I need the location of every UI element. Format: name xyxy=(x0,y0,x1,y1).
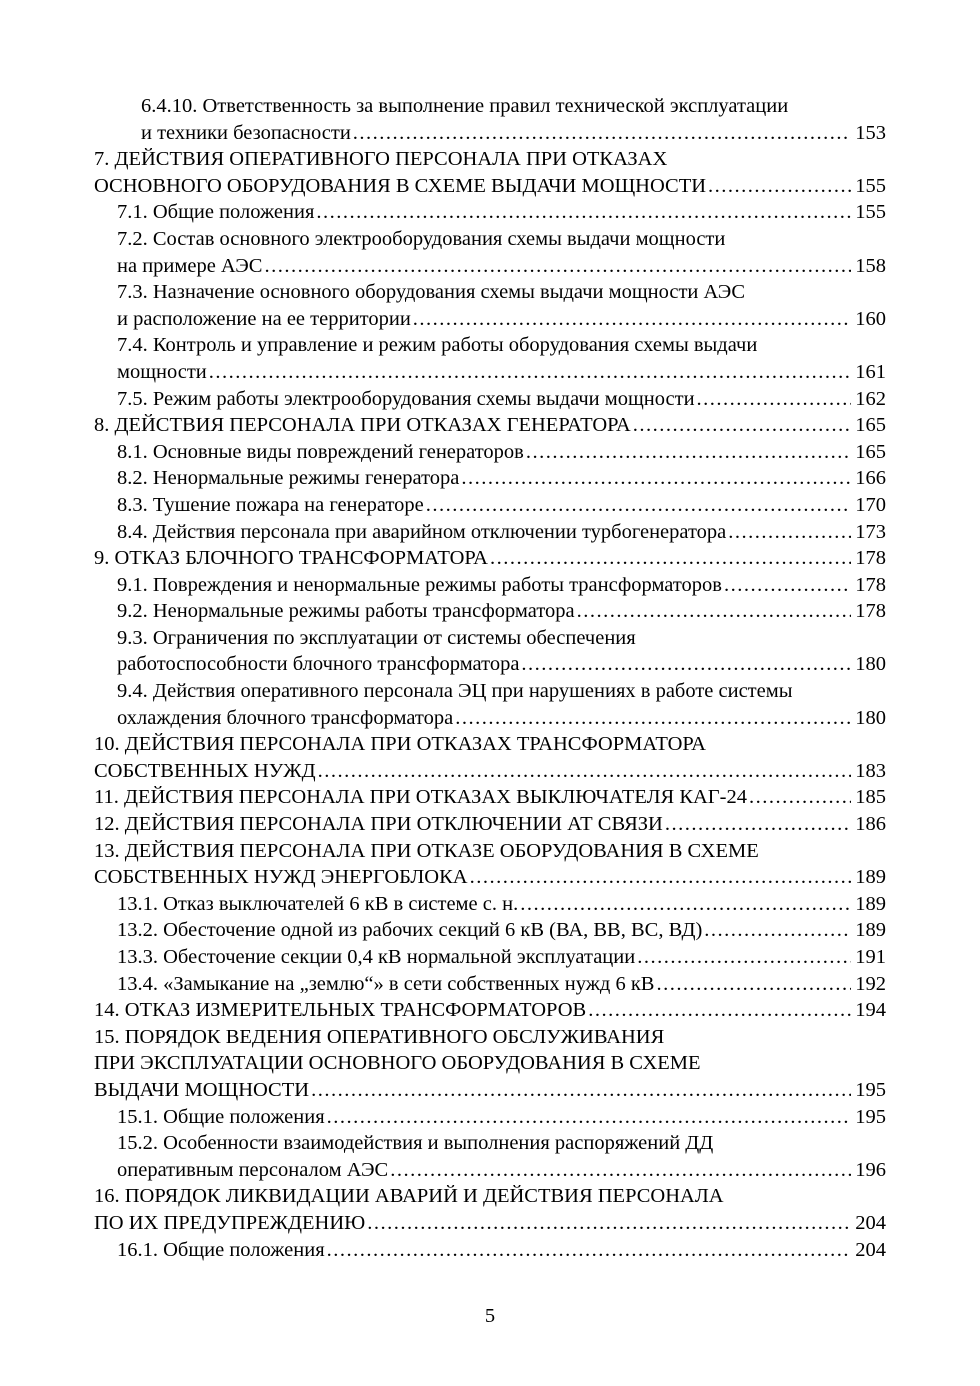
toc-entry-page: 180 xyxy=(855,706,886,729)
dot-leader xyxy=(577,598,852,625)
toc-entry-title-line: 8.3. Тушение пожара на генераторе xyxy=(117,493,424,516)
toc-entry[interactable] xyxy=(94,838,886,891)
dot-leader xyxy=(490,545,851,572)
toc-entry-page: 166 xyxy=(855,467,886,490)
dot-leader xyxy=(724,572,851,599)
toc-entry[interactable] xyxy=(117,625,886,678)
toc-entry[interactable] xyxy=(94,811,886,838)
toc-entry-title-line: ПРИ ЭКСПЛУАТАЦИИ ОСНОВНОГО ОБОРУДОВАНИЯ В СХЕМЕ xyxy=(94,1052,701,1075)
dot-leader xyxy=(588,997,851,1024)
toc-entry-last-line xyxy=(94,864,886,891)
toc-entry[interactable] xyxy=(94,784,886,811)
toc-entry[interactable] xyxy=(117,1104,886,1131)
toc-entry-title-line: 13.2. Обесточение одной из рабочих секций 6 кВ (ВА, ВВ, ВС, ВД) xyxy=(117,919,703,942)
toc-entry-last-line xyxy=(117,306,886,333)
dot-leader xyxy=(704,917,851,944)
toc-entry-title-line: 14. ОТКАЗ ИЗМЕРИТЕЛЬНЫХ ТРАНСФОРМАТОРОВ xyxy=(94,999,587,1022)
toc-entry-title-line: 7.4. Контроль и управление и режим работы оборудования схемы выдачи xyxy=(117,334,758,357)
toc-entry-page: 204 xyxy=(855,1238,886,1261)
toc-entry-last-line xyxy=(117,359,886,386)
toc-entry-page: 153 xyxy=(855,121,886,144)
toc-entry-last-line xyxy=(117,519,886,546)
toc-entry-page: 178 xyxy=(855,547,886,570)
dot-leader xyxy=(209,359,851,386)
dot-leader xyxy=(520,891,851,918)
toc-entry-last-line xyxy=(117,1157,886,1184)
toc-entry-title-line: охлаждения блочного трансформатора xyxy=(117,706,454,729)
toc-entry-title-line: оперативным персоналом АЭС xyxy=(117,1158,389,1181)
toc-entry-title-line: и расположение на ее территории xyxy=(117,307,411,330)
toc-entry-title-line: 13. ДЕЙСТВИЯ ПЕРСОНАЛА ПРИ ОТКАЗЕ ОБОРУДОВАНИЯ В СХЕМЕ xyxy=(94,839,759,862)
toc-entry-page: 155 xyxy=(855,201,886,224)
toc-entry[interactable] xyxy=(117,199,886,226)
toc-entry[interactable] xyxy=(117,386,886,413)
toc-entry-last-line xyxy=(117,917,886,944)
toc-entry[interactable] xyxy=(117,226,886,279)
toc-entry-title-line: 9.2. Ненормальные режимы работы трансформатора xyxy=(117,600,575,623)
toc-entry-last-line xyxy=(94,784,886,811)
toc-entry[interactable] xyxy=(117,492,886,519)
dot-leader xyxy=(749,784,851,811)
toc-entry-page: 185 xyxy=(855,786,886,809)
toc-entry-page: 195 xyxy=(855,1105,886,1128)
toc-entry-title-line: 8.1. Основные виды повреждений генераторов xyxy=(117,440,524,463)
toc-entry-page: 192 xyxy=(855,972,886,995)
toc-entry-page: 158 xyxy=(855,254,886,277)
toc-entry-title-line: СОБСТВЕННЫХ НУЖД xyxy=(94,759,316,782)
toc-entry-last-line xyxy=(117,1104,886,1131)
toc-entry-title-line: ПО ИХ ПРЕДУПРЕЖДЕНИЮ xyxy=(94,1211,366,1234)
toc-entry-last-line xyxy=(94,412,886,439)
dot-leader xyxy=(327,1104,852,1131)
dot-leader xyxy=(390,1157,851,1184)
toc-entry[interactable] xyxy=(117,519,886,546)
toc-entry[interactable] xyxy=(94,146,886,199)
dot-leader xyxy=(316,199,851,226)
toc-entry-page: 196 xyxy=(855,1158,886,1181)
toc-entry-title-line: 10. ДЕЙСТВИЯ ПЕРСОНАЛА ПРИ ОТКАЗАХ ТРАНСФОРМАТОРА xyxy=(94,733,706,756)
toc-entry-title-line: 13.1. Отказ выключателей 6 кВ в системе с. н. xyxy=(117,892,519,915)
toc-entry-title-line: мощности xyxy=(117,360,207,383)
toc-entry[interactable] xyxy=(117,332,886,385)
toc-entry-title-line: 11. ДЕЙСТВИЯ ПЕРСОНАЛА ПРИ ОТКАЗАХ ВЫКЛЮЧАТЕЛЯ КАГ-24 xyxy=(94,786,747,809)
toc-entry-title-line: 8. ДЕЙСТВИЯ ПЕРСОНАЛА ПРИ ОТКАЗАХ ГЕНЕРАТОРА xyxy=(94,414,631,437)
toc-entry-last-line xyxy=(117,386,886,413)
toc-entry-last-line xyxy=(117,572,886,599)
toc-entry-page: 183 xyxy=(855,759,886,782)
toc-entry-last-line xyxy=(117,944,886,971)
toc-entry-page: 161 xyxy=(855,360,886,383)
toc-entry-title-line: 13.3. Обесточение секции 0,4 кВ нормальной эксплуатации xyxy=(117,946,636,968)
toc-entry-page: 189 xyxy=(855,892,886,915)
toc-entry[interactable] xyxy=(94,731,886,784)
toc-entry[interactable] xyxy=(94,1183,886,1236)
toc-entry[interactable] xyxy=(94,997,886,1024)
dot-leader xyxy=(327,1237,852,1264)
toc-entry-last-line xyxy=(117,1237,886,1264)
toc-entry-title-line: 15. ПОРЯДОК ВЕДЕНИЯ ОПЕРАТИВНОГО ОБСЛУЖИВАНИЯ xyxy=(94,1025,665,1048)
dot-leader xyxy=(633,412,852,439)
dot-leader xyxy=(656,971,851,998)
toc-entry-title-line: 13.4. «Замыкание на „землю“» в сети собственных нужд 6 кВ xyxy=(117,972,655,995)
toc-entry[interactable] xyxy=(141,93,886,146)
toc-entry-title-line: работоспособности блочного трансформатора xyxy=(117,653,520,676)
toc-entry[interactable] xyxy=(117,572,886,599)
toc-entry-last-line xyxy=(117,891,886,918)
table-of-contents xyxy=(94,93,886,1263)
toc-entry-page: 160 xyxy=(855,307,886,330)
toc-entry-title-line: 7.3. Назначение основного оборудования схемы выдачи мощности АЭС xyxy=(117,281,746,304)
toc-entry-page: 155 xyxy=(855,174,886,197)
toc-entry[interactable] xyxy=(117,1237,886,1264)
toc-entry-page: 195 xyxy=(855,1078,886,1101)
toc-entry-title-line: 9. ОТКАЗ БЛОЧНОГО ТРАНСФОРМАТОРА xyxy=(94,547,488,570)
page-number: 5 xyxy=(484,1305,496,1327)
toc-entry[interactable] xyxy=(117,439,886,466)
toc-entry-page: 180 xyxy=(855,653,886,676)
toc-entry[interactable] xyxy=(94,412,886,439)
toc-entry-title-line: ОСНОВНОГО ОБОРУДОВАНИЯ В СХЕМЕ ВЫДАЧИ МОЩНОСТИ xyxy=(94,174,707,197)
dot-leader xyxy=(637,944,851,971)
toc-entry-title-line: 7.5. Режим работы электрооборудования схемы выдачи мощности xyxy=(117,387,695,410)
dot-leader xyxy=(728,519,851,546)
dot-leader xyxy=(353,120,851,147)
toc-entry-last-line xyxy=(94,758,886,785)
dot-leader xyxy=(526,439,851,466)
toc-entry-title-line: 9.4. Действия оперативного персонала ЭЦ при нарушениях в работе системы xyxy=(117,680,793,703)
toc-entry-title-line: ВЫДАЧИ МОЩНОСТИ xyxy=(94,1078,310,1101)
toc-entry-title-line: 9.1. Повреждения и ненормальные режимы работы трансформаторов xyxy=(117,573,722,596)
toc-entry[interactable] xyxy=(117,971,886,998)
toc-entry-last-line xyxy=(117,705,886,732)
toc-entry-page: 178 xyxy=(855,600,886,623)
toc-entry[interactable] xyxy=(117,944,886,971)
toc-entry-page: 170 xyxy=(855,493,886,516)
toc-entry-page: 186 xyxy=(855,813,886,836)
toc-entry-page: 178 xyxy=(855,573,886,596)
toc-entry-page: 194 xyxy=(855,999,886,1022)
toc-entry-title-line: 8.4. Действия персонала при аварийном отключении турбогенератора xyxy=(117,520,727,543)
toc-entry[interactable] xyxy=(117,891,886,918)
toc-entry[interactable] xyxy=(94,545,886,572)
dot-leader xyxy=(264,253,851,280)
toc-entry-last-line xyxy=(94,997,886,1024)
toc-entry-title-line: 15.1. Общие положения xyxy=(117,1105,325,1128)
toc-entry[interactable] xyxy=(117,598,886,625)
toc-entry-title-line: на примере АЭС xyxy=(117,254,263,277)
toc-entry[interactable] xyxy=(94,1024,886,1104)
toc-entry-last-line xyxy=(117,253,886,280)
toc-entry-last-line xyxy=(94,811,886,838)
toc-entry-title-line: 9.3. Ограничения по эксплуатации от системы обеспечения xyxy=(117,626,636,649)
dot-leader xyxy=(665,811,851,838)
toc-entry-page: 165 xyxy=(855,440,886,463)
toc-entry-title-line: 15.2. Особенности взаимодействия и выполнения распоряжений ДД xyxy=(117,1132,714,1155)
toc-entry-last-line xyxy=(117,439,886,466)
toc-entry-title-line: 7.1. Общие положения xyxy=(117,201,315,224)
toc-entry-page: 189 xyxy=(855,866,886,889)
dot-leader xyxy=(318,758,852,785)
toc-entry-page: 165 xyxy=(855,414,886,437)
toc-entry-last-line xyxy=(94,1077,886,1104)
toc-entry-last-line xyxy=(94,1210,886,1237)
toc-entry-title-line: 8.2. Ненормальные режимы генератора xyxy=(117,467,460,490)
toc-entry[interactable] xyxy=(117,465,886,492)
toc-entry-page: 162 xyxy=(855,387,886,410)
toc-entry-title-line: 16.1. Общие положения xyxy=(117,1238,325,1261)
toc-entry-title-line: 16. ПОРЯДОК ЛИКВИДАЦИИ АВАРИЙ И ДЕЙСТВИЯ ПЕРСОНАЛА xyxy=(94,1185,724,1208)
toc-entry-last-line xyxy=(141,120,886,147)
toc-entry-title-line: 6.4.10. Ответственность за выполнение правил технической эксплуатации xyxy=(141,95,789,117)
toc-entry-page: 173 xyxy=(855,520,886,543)
toc-entry-last-line xyxy=(117,492,886,519)
toc-entry-page: 189 xyxy=(855,919,886,942)
toc-entry-title-line: СОБСТВЕННЫХ НУЖД ЭНЕРГОБЛОКА xyxy=(94,866,468,889)
dot-leader xyxy=(521,651,851,678)
toc-entry[interactable] xyxy=(117,917,886,944)
dot-leader xyxy=(455,705,851,732)
dot-leader xyxy=(311,1077,851,1104)
dot-leader xyxy=(426,492,852,519)
dot-leader xyxy=(413,306,851,333)
dot-leader xyxy=(697,386,852,413)
toc-entry[interactable] xyxy=(117,678,886,731)
toc-entry-last-line xyxy=(117,651,886,678)
dot-leader xyxy=(461,465,851,492)
dot-leader xyxy=(470,864,852,891)
toc-entry[interactable] xyxy=(117,1130,886,1183)
toc-entry-last-line xyxy=(117,199,886,226)
dot-leader xyxy=(367,1210,851,1237)
toc-entry-last-line xyxy=(94,173,886,200)
toc-entry-page: 191 xyxy=(855,946,886,968)
toc-entry-page: 204 xyxy=(855,1211,886,1234)
toc-entry-title-line: 7.2. Состав основного электрооборудования схемы выдачи мощности xyxy=(117,227,726,250)
toc-entry-title-line: и техники безопасности xyxy=(141,121,351,144)
toc-entry-last-line xyxy=(117,971,886,998)
toc-entry-last-line xyxy=(94,545,886,572)
dot-leader xyxy=(708,173,851,200)
toc-entry-title-line: 12. ДЕЙСТВИЯ ПЕРСОНАЛА ПРИ ОТКЛЮЧЕНИИ АТ СВЯЗИ xyxy=(94,813,663,836)
toc-entry-title-line: 7. ДЕЙСТВИЯ ОПЕРАТИВНОГО ПЕРСОНАЛА ПРИ ОТКАЗАХ xyxy=(94,148,668,171)
toc-entry-last-line xyxy=(117,598,886,625)
toc-entry[interactable] xyxy=(117,279,886,332)
toc-entry-last-line xyxy=(117,465,886,492)
